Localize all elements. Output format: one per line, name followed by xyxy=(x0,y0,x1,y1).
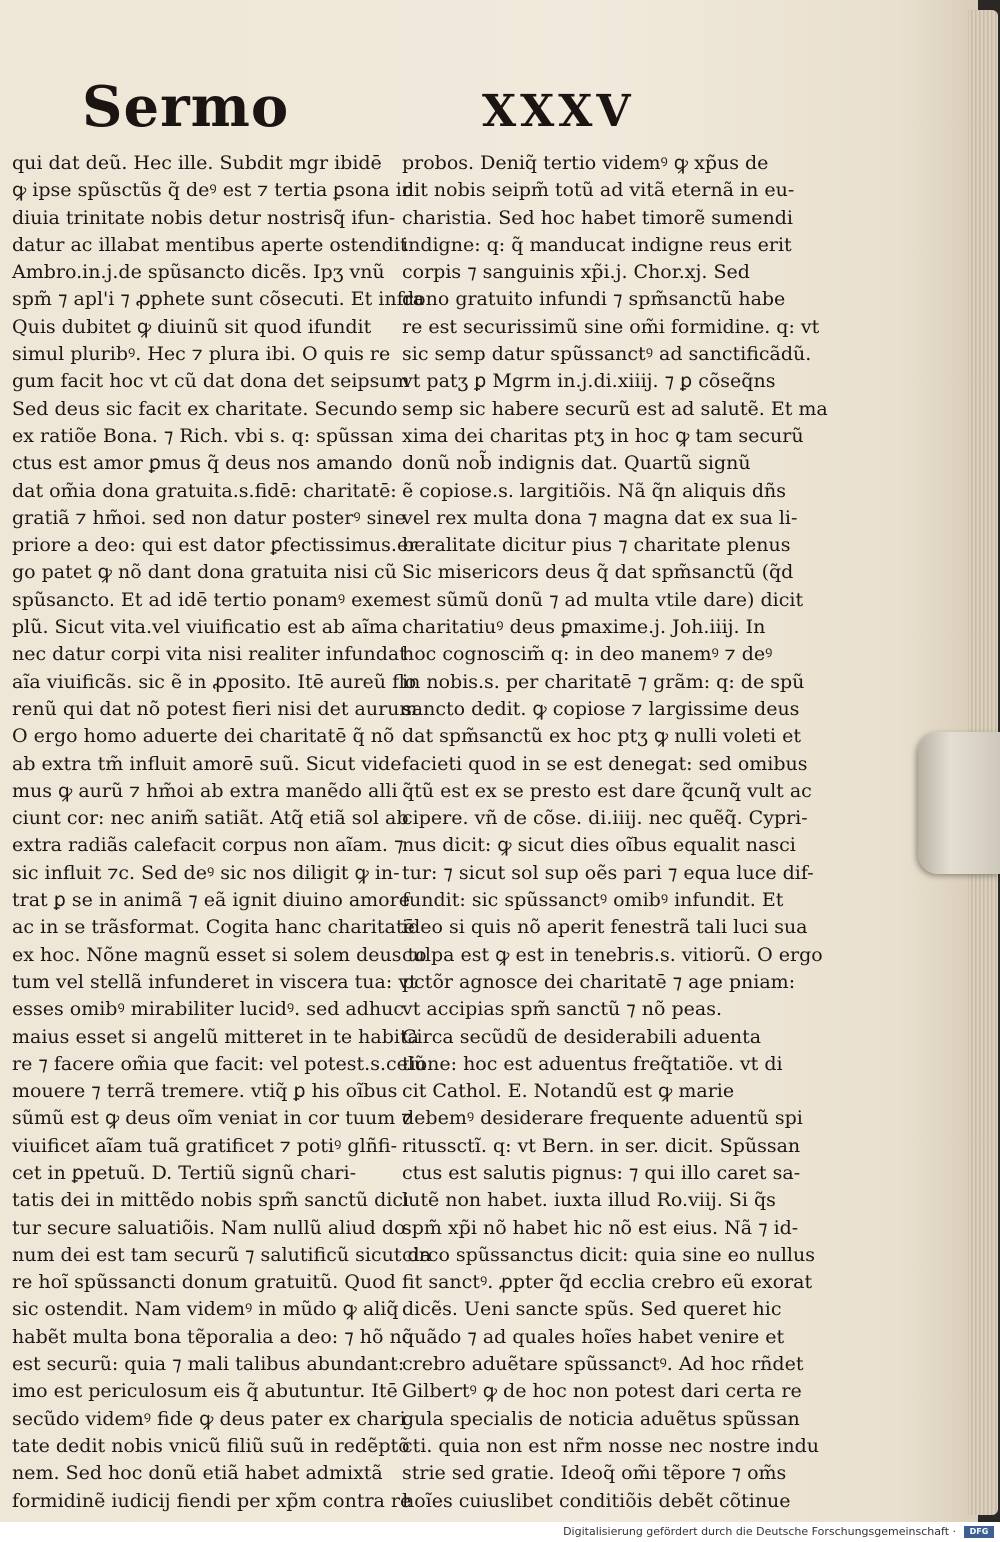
text-line: fit sanctꝰ. ꝓpter q̃d ecclia crebro eũ exorat xyxy=(402,1271,813,1294)
text-line: vt patʒ ꝑ Mgrm in.j.di.xiiij. ⁊ ꝑ cõseq̃ns xyxy=(402,370,776,393)
text-line: secũdo videmꝰ fide ꝙ deus pater ex chari xyxy=(12,1407,406,1430)
text-line: donũ nob̃ indignis dat. Quartũ signũ xyxy=(402,452,751,475)
text-line: charistia. Sed hoc habet timorẽ sumendi xyxy=(402,206,793,229)
text-line: ac in se trãsformat. Cogita hanc charitatē xyxy=(12,916,415,939)
text-line: q̃tũ est ex se presto est dare q̃cunq̃ vult ac xyxy=(402,779,812,802)
text-line: gum facit hoc vt cũ dat dona det seipsum xyxy=(12,370,410,393)
text-line: mus ꝙ aurũ ⁊ hm̃oi ab extra manẽdo alli xyxy=(12,779,398,802)
text-line: re ⁊ facere om̃ia que facit: vel potest.s.celũ xyxy=(12,1052,427,1075)
text-line: go patet ꝙ nõ dant dona gratuita nisi cũ xyxy=(12,561,397,584)
text-line: cet in ꝑpetuũ. D. Tertiũ signũ chari- xyxy=(12,1161,357,1184)
text-line: vel rex multa dona ⁊ magna dat ex sua li- xyxy=(402,506,798,529)
text-line: hoc cognoscim̃ q: in deo manemꝰ ⁊ deꝰ xyxy=(402,643,773,666)
text-line: tur: ⁊ sicut sol sup oẽs pari ⁊ equa luce dif- xyxy=(402,861,814,884)
text-line: ciunt cor: nec anim̃ satiãt. Atq̃ etiã sol ab xyxy=(12,807,409,830)
text-line: mouere ⁊ terrã tremere. vtiq̃ ꝑ his oĩbus xyxy=(12,1080,398,1103)
text-line: Sic misericors deus q̃ dat spm̃sanctũ (q̃d xyxy=(402,561,794,584)
right-text-column xyxy=(402,150,828,1515)
text-line: beralitate dicitur pius ⁊ charitate plenus xyxy=(402,534,791,557)
text-line: est sũmũ donũ ⁊ ad multa vtile dare) dicit xyxy=(402,588,804,611)
folio-number: XXXV xyxy=(482,86,635,137)
text-line: nem. Sed hoc donũ etiã habet admixtã xyxy=(12,1462,383,1485)
text-line: dicẽs. Ueni sancte spũs. Sed queret hic xyxy=(402,1298,782,1321)
text-line: Gilbertꝰ ꝙ de hoc non potest dari certa re xyxy=(402,1380,802,1403)
text-line: num dei est tam securũ ⁊ salutificũ sicut da xyxy=(12,1243,432,1266)
text-line: facieti quod in se est denegat: sed omibus xyxy=(402,752,808,775)
text-line: trat ꝑ se in animã ⁊ eã ignit diuino amore xyxy=(12,889,410,912)
text-line: culpa est ꝙ est in tenebris.s. vitiorũ. O ergo xyxy=(402,943,823,966)
text-line: debemꝰ desiderare frequente aduentũ spi xyxy=(402,1107,803,1130)
text-line: dit nobis seipm̃ totũ ad vitã eternã in eu- xyxy=(402,179,795,202)
text-line: vt accipias spm̃ sanctũ ⁊ nõ peas. xyxy=(402,998,723,1021)
text-line: sic semp datur spũssanctꝰ ad sanctificãdũ. xyxy=(402,343,812,366)
text-line: renũ qui dat nõ potest fieri nisi det aurum xyxy=(12,697,418,720)
text-line: cipere. vñ de cõse. di.iiij. nec quẽq̃. Cypri- xyxy=(402,807,808,830)
text-line: ritussctĩ. q: vt Bern. in ser. dicit. Spũssan xyxy=(402,1134,801,1157)
text-line: re est securissimũ sine om̃i formidine. q: vt xyxy=(402,315,820,338)
text-line: extra radiãs calefacit corpus non aĩam. ⁊ xyxy=(12,834,404,857)
text-line: diuia trinitate nobis detur nostrisq̃ ifun- xyxy=(12,206,396,229)
text-line: hoĩes cuiuslibet conditiõis debẽt cõtinue xyxy=(402,1489,791,1512)
text-line: semp sic habere securũ est ad salutẽ. Et ma xyxy=(402,397,828,420)
text-line: xima dei charitas ptʒ in hoc ꝙ tam securũ xyxy=(402,424,804,447)
text-line: aĩa viuificãs. sic ẽ in ꝓposito. Itē aureũ flo xyxy=(12,670,417,693)
text-line: corpis ⁊ sanguinis xp̃i.j. Chor.xj. Sed xyxy=(402,261,750,284)
dfg-logo: DFG xyxy=(964,1526,994,1538)
text-line: charitatiuꝰ deus ꝑmaxime.j. Joh.iiij. In xyxy=(402,616,766,639)
text-line: sũmũ est ꝙ deus oĩm veniat in cor tuum ⁊ xyxy=(12,1107,413,1130)
text-line: dat spm̃sanctũ ex hoc ptʒ ꝙ nulli voleti et xyxy=(402,725,802,748)
text-line: lutẽ non habet. iuxta illud Ro.viij. Si q̃s xyxy=(402,1189,776,1212)
text-line: tate dedit nobis vnicũ filiũ suũ in redẽptõ xyxy=(12,1434,410,1457)
text-line: ex ratiõe Bona. ⁊ Rich. vbi s. q: spũssan xyxy=(12,424,394,447)
footer-bar xyxy=(0,1522,1000,1542)
text-line: tatis dei in mittẽdo nobis spm̃ sanctũ dici xyxy=(12,1189,410,1212)
text-line: Ambro.in.j.de spũsancto dicẽs. Ipʒ vnũ xyxy=(12,261,385,284)
text-line: plũ. Sicut vita.vel viuificatio est ab aĩma xyxy=(12,616,399,639)
text-line: formidinẽ iudicij fiendi per xp̃m contra re xyxy=(12,1489,412,1512)
text-line: spm̃ xp̃i nõ habet hic nõ est eius. Nã ⁊ id- xyxy=(402,1216,799,1239)
funding-credit: Digitalisierung gefördert durch die Deutsche Forschungsgemeinschaft · xyxy=(563,1525,956,1538)
running-head-sermo: Sermo xyxy=(82,74,290,140)
text-line: spũsancto. Et ad idē tertio ponamꝰ exem- xyxy=(12,588,409,611)
text-line: ẽ copiose.s. largitiõis. Nã q̃n aliquis dñs xyxy=(402,479,787,502)
text-line: qui dat deũ. Hec ille. Subdit mgr ibidē xyxy=(12,152,382,174)
text-line: in nobis.s. per charitatē ⁊ grãm: q: de spũ xyxy=(402,670,805,693)
text-line: Sed deus sic facit ex charitate. Secundo xyxy=(12,397,398,420)
text-line: quãdo ⁊ ad quales hoĩes habet venire et xyxy=(402,1325,785,1348)
text-line: indigne: q: q̃ manducat indigne reus erit xyxy=(402,233,792,256)
text-line: nus dicit: ꝙ sicut dies oĩbus equalit nasci xyxy=(402,834,796,857)
text-line: strie sed gratie. Ideoq̃ om̃i tẽpore ⁊ om̃s xyxy=(402,1462,787,1485)
text-line: esses omibꝰ mirabiliter lucidꝰ. sed adhuc xyxy=(12,998,405,1021)
text-line: O ergo homo aduerte dei charitatē q̃ nõ xyxy=(12,725,395,748)
text-line: sic ostendit. Nam videmꝰ in mũdo ꝙ aliq̃ xyxy=(12,1298,399,1321)
text-line: gula specialis de noticia aduẽtus spũssan xyxy=(402,1407,800,1430)
text-line: tum vel stellã infunderet in viscera tua: vt xyxy=(12,970,417,993)
text-line: tione: hoc est aduentus freq̃tatiõe. vt di xyxy=(402,1052,783,1075)
text-line: pctõr agnosce dei charitatē ⁊ age pniam: xyxy=(402,970,796,993)
text-line: simul pluribꝰ. Hec ⁊ plura ibi. O quis re xyxy=(12,343,391,366)
left-text-column xyxy=(12,150,432,1515)
text-line: cit Cathol. E. Notandũ est ꝙ marie xyxy=(402,1080,735,1103)
text-line: fundit: sic spũssanctꝰ omibꝰ infundit. Et xyxy=(402,889,784,912)
text-line: est securũ: quia ⁊ mali talibus abundant: xyxy=(12,1353,405,1376)
text-line: circo spũssanctus dicit: quia sine eo nullus xyxy=(402,1243,815,1266)
text-line: nec datur corpi vita nisi realiter infundat xyxy=(12,643,407,666)
text-line: imo est periculosum eis q̃ abutuntur. Itē xyxy=(12,1380,398,1403)
text-line: ꝙ ipse spũsctũs q̃ deꝰ est ⁊ tertia ꝑsona in xyxy=(12,179,415,202)
text-line: cti. quia non est nr̃m nosse nec nostre indu xyxy=(402,1434,820,1457)
text-line: crebro aduẽtare spũssanctꝰ. Ad hoc rñdet xyxy=(402,1353,804,1376)
text-line: ctus est amor ꝑmus q̃ deus nos amando xyxy=(12,452,393,475)
text-line: ideo si quis nõ aperit fenestrã tali luci sua xyxy=(402,916,808,939)
text-line: Quis dubitet ꝙ diuinũ sit quod ifundit xyxy=(12,315,372,338)
text-line: habẽt multa bona tẽporalia a deo: ⁊ hõ nõ xyxy=(12,1325,414,1348)
text-line: datur ac illabat mentibus aperte ostendit xyxy=(12,233,408,256)
book-clip xyxy=(918,732,1000,874)
text-line: maius esset si angelũ mitteret in te habita xyxy=(12,1025,419,1048)
text-line: gratiã ⁊ hm̃oi. sed non datur posterꝰ sine xyxy=(12,506,406,529)
text-line: Circa secũdũ de desiderabili aduenta xyxy=(402,1025,762,1048)
text-line: ab extra tm̃ influit amorē suũ. Sicut vide xyxy=(12,752,402,775)
text-line: ex hoc. Nõne magnũ esset si solem deus to xyxy=(12,943,427,966)
text-line: sic influit ⁊c. Sed deꝰ sic nos diligit ꝙ in- xyxy=(12,861,400,884)
text-line: priore a deo: qui est dator ꝑfectissimus.er xyxy=(12,534,418,557)
text-line: dat om̃ia dona gratuita.s.fidē: charitatē: xyxy=(12,479,397,502)
text-line: viuificet aĩam tuã gratificet ⁊ potiꝰ glñfi- xyxy=(12,1134,397,1157)
text-line: re hoĩ spũssancti donum gratuitũ. Quod xyxy=(12,1271,396,1294)
text-line: sancto dedit. ꝙ copiose ⁊ largissime deus xyxy=(402,697,800,720)
text-line: ctus est salutis pignus: ⁊ qui illo caret sa- xyxy=(402,1161,801,1184)
text-line: dono gratuito infundi ⁊ spm̃sanctũ habe xyxy=(402,288,786,311)
text-line: tur secure saluatiõis. Nam nullũ aliud do xyxy=(12,1216,406,1239)
text-line: spm̃ ⁊ apl'i ⁊ ꝓphete sunt cõsecuti. Et infra xyxy=(12,288,425,311)
text-line: probos. Deniq̃ tertio videmꝰ ꝙ xp̃us de xyxy=(402,152,769,174)
